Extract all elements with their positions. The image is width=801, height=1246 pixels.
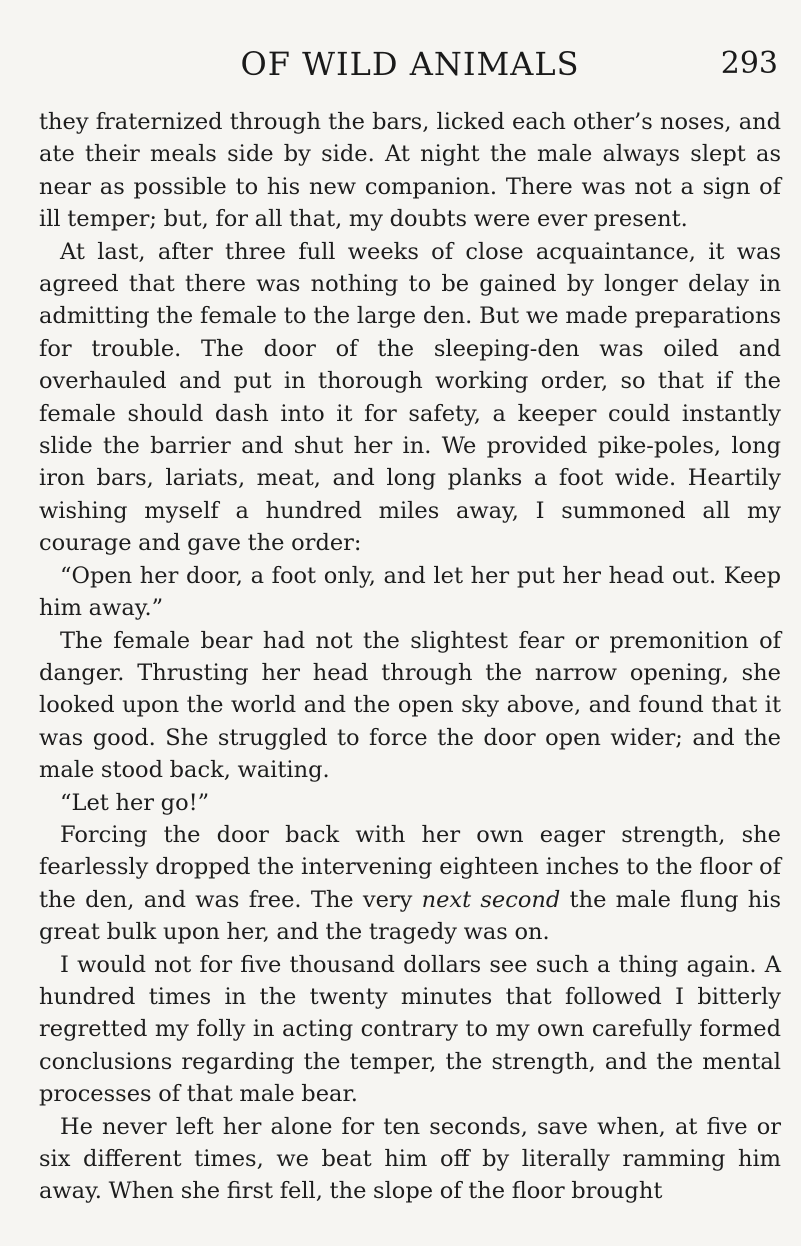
paragraph: they fraternized through the bars, licked each other’s noses, and ate their meals side by side. At night the male always slept as near as possible to his new companion. There was not a sign of ill temper; but, for all that, my doubts were ever present. <box>39 109 781 233</box>
paragraph: At last, after three full weeks of close acquaintance, it was agreed that there was nothing to be gained by longer delay in admitting the female to the large den. But we made preparations for trouble. The door of the sleeping-den was oiled and overhauled and put in thorough working order, so that if the female should dash into it for safety, a keeper could instantly slide the barrier and shut her in. We provided pike-poles, long iron bars, lariats, meat, and long planks a foot wide. Heartily wishing myself a hundred miles away, I summoned all my courage and gave the order: <box>39 238 781 557</box>
emphasized-text: next second <box>421 886 561 913</box>
page-header <box>40 44 780 94</box>
paragraph-text: Forcing the door back with her own eager strength, she fearlessly dropped the intervening eighteen inches to the floor of the den, and was free. The very <box>39 821 781 913</box>
running-head: OF WILD ANIMALS <box>240 45 580 83</box>
page-number: 293 <box>720 46 778 81</box>
paragraph <box>39 819 781 949</box>
body-text <box>39 106 781 1208</box>
paragraph: “Open her door, a foot only, and let her put her head out. Keep him away.” <box>39 562 781 622</box>
paragraph: The female bear had not the slightest fear or premonition of danger. Thrusting her head through the narrow opening, she looked upon the world and the open sky above, and found that it was good. She struggled to force the door open wider; and the male stood back, waiting. <box>39 627 781 784</box>
paragraph: “Let her go!” <box>60 789 210 816</box>
paragraph: He never left her alone for ten seconds, save when, at five or six different times, we beat him off by literally ramming him away. When she first fell, the slope of the floor brought <box>39 1113 781 1205</box>
paragraph-text: the male flung his great bulk upon her, and the tragedy was on. <box>39 886 781 946</box>
paragraph: I would not for five thousand dollars see such a thing again. A hundred times in the twenty minutes that followed I bitterly regretted my folly in acting contrary to my own carefully formed conclusions regarding the temper, the strength, and the mental processes of that male bear. <box>39 951 781 1108</box>
